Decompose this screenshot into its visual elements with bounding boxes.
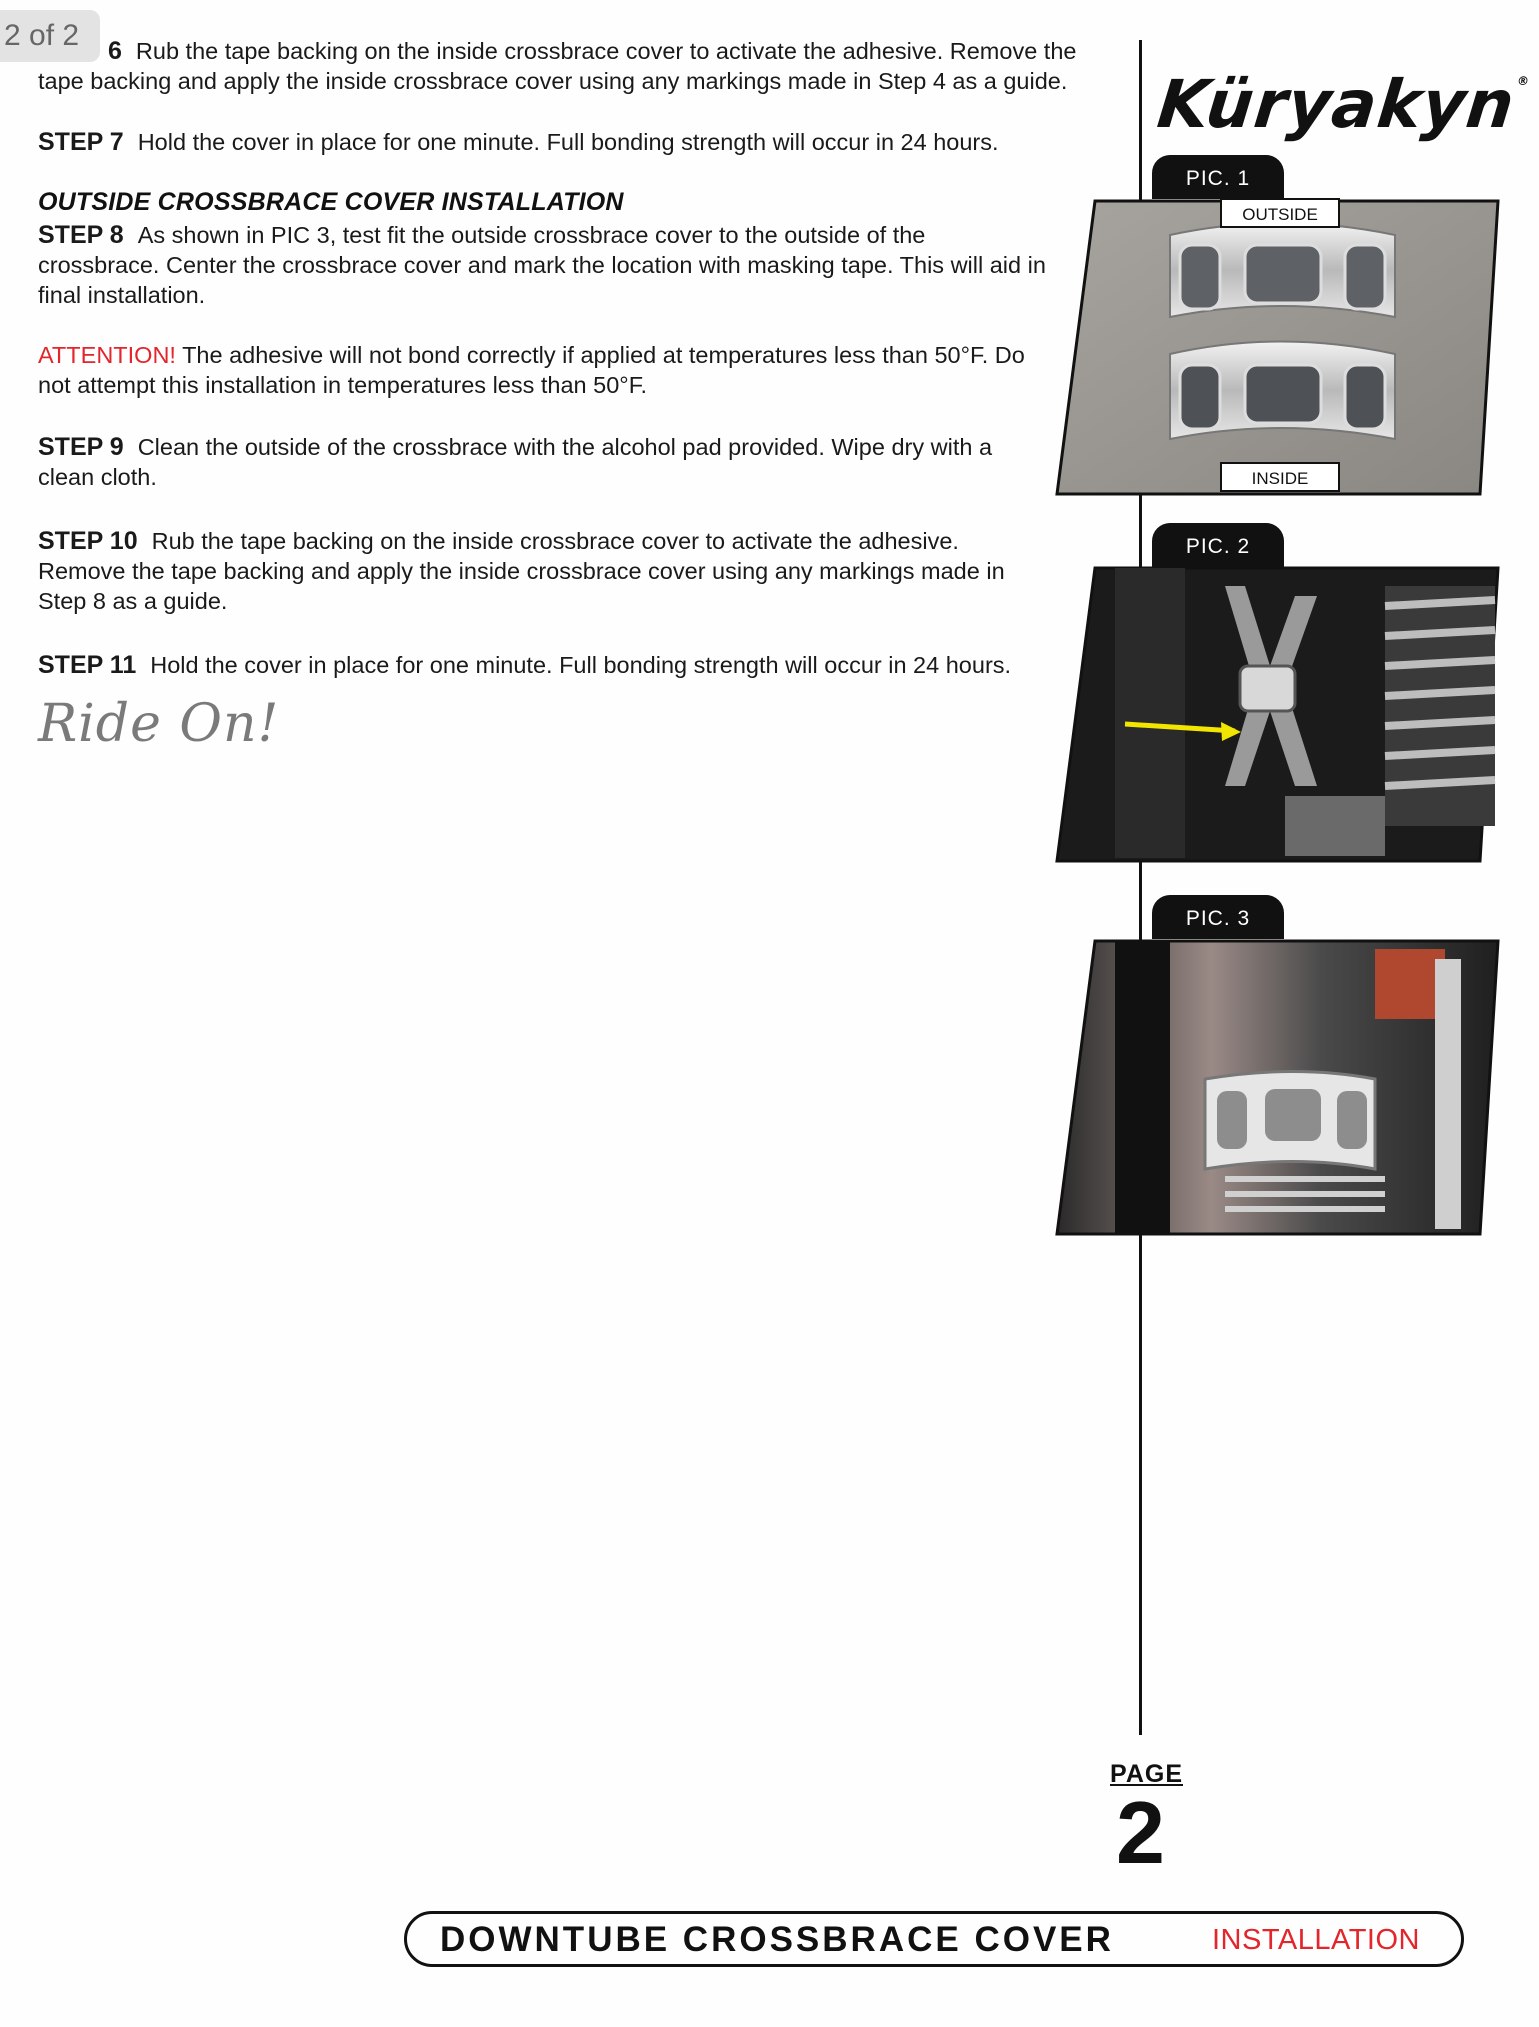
pic-3-photo xyxy=(1055,939,1500,1236)
step-7-paragraph xyxy=(38,127,1098,157)
step-7-label: STEP 7 xyxy=(38,128,124,156)
pic-2-tab: PIC. 2 xyxy=(1152,523,1284,567)
page-indicator: 2 of 2 xyxy=(0,10,100,62)
page-word: PAGE xyxy=(1110,1760,1183,1788)
step-9-text: Clean the outside of the crossbrace with the alcohol pad provided. Wipe dry with a clean cloth. xyxy=(38,434,993,490)
pic-1-inside-label: INSIDE xyxy=(1220,462,1340,492)
footer-subtitle: INSTALLATION xyxy=(1212,1924,1420,1956)
step-11-text: Hold the cover in place for one minute. Full bonding strength will occur in 24 hours. xyxy=(150,652,1012,678)
attention-text: The adhesive will not bond correctly if applied at temperatures less than 50°F. Do not attempt this installation in temperatures less than 50°F. xyxy=(38,342,1025,398)
step-9-paragraph xyxy=(38,432,998,492)
step-6-paragraph xyxy=(38,36,1108,96)
brand-name: Küryakyn xyxy=(1153,66,1519,143)
step-6-text: Rub the tape backing on the inside crossbrace cover to activate the adhesive. Remove the tape backing and apply the inside crossbrace cover using any markings made in Step 4 as a guide. xyxy=(38,38,1077,94)
pic-2-photo xyxy=(1055,566,1500,863)
pic-3-tab: PIC. 3 xyxy=(1152,895,1284,939)
registered-mark: ® xyxy=(1516,74,1531,88)
step-11-label: STEP 11 xyxy=(38,651,137,679)
step-7-text: Hold the cover in place for one minute. Full bonding strength will occur in 24 hours. xyxy=(137,129,999,155)
pic-1-photo xyxy=(1055,199,1500,496)
brand-logo xyxy=(1154,66,1532,143)
step-6-label: 6 xyxy=(108,37,122,65)
attention-paragraph xyxy=(38,340,1048,400)
step-9-label: STEP 9 xyxy=(38,433,124,461)
closing-text: Ride On! xyxy=(38,694,280,754)
step-10-text: Rub the tape backing on the inside crossbrace cover to activate the adhesive. Remove the tape backing and apply the inside crossbrace cover using any markings made in Step 8 as a guide. xyxy=(38,528,1005,614)
step-10-label: STEP 10 xyxy=(38,527,138,555)
pic-1-outside-label: OUTSIDE xyxy=(1220,198,1340,228)
footer-title: DOWNTUBE CROSSBRACE COVER xyxy=(440,1920,1114,1959)
step-10-paragraph xyxy=(38,526,1048,616)
attention-label: ATTENTION! xyxy=(38,342,176,368)
step-11-paragraph xyxy=(38,650,1098,680)
step-8-text: As shown in PIC 3, test fit the outside crossbrace cover to the outside of the crossbrace. Center the crossbrace cover and mark the location with masking tape. This will aid in final installation. xyxy=(38,222,1046,308)
section-heading: OUTSIDE CROSSBRACE COVER INSTALLATION xyxy=(38,188,624,216)
page-number: 2 xyxy=(1116,1783,1165,1882)
step-8-paragraph xyxy=(38,220,1048,310)
pic-1-tab: PIC. 1 xyxy=(1152,155,1284,199)
step-8-label: STEP 8 xyxy=(38,221,124,249)
